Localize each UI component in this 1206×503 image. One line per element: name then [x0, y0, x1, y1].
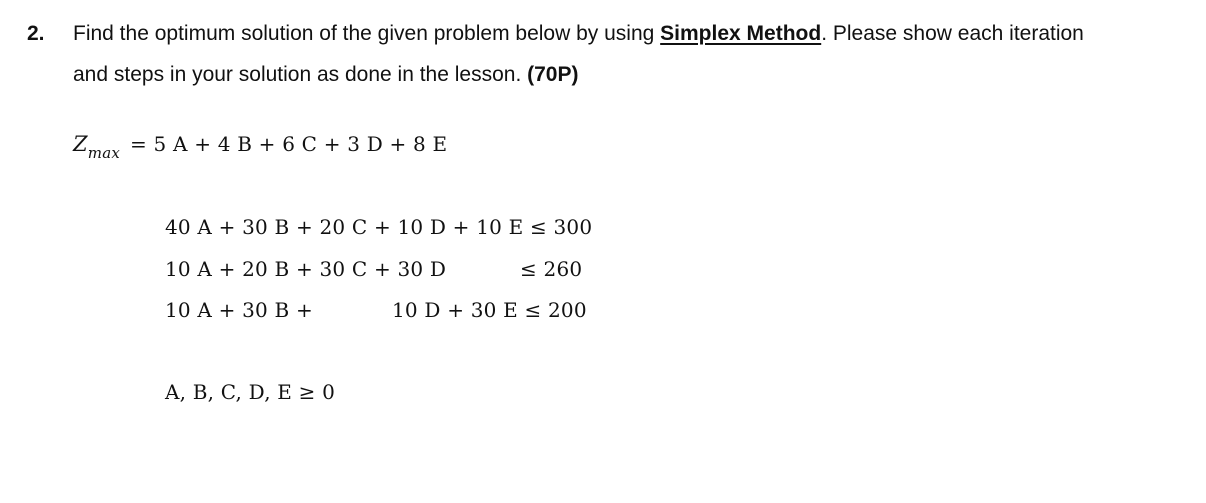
question-line-2 [73, 63, 578, 87]
objective-expression: = 5 A + 4 B + 6 C + 3 D + 8 E [130, 132, 448, 156]
question-intro-text: Find the optimum solution of the given problem below by using [73, 22, 661, 45]
constraint-3-lhs: 10 A + 30 B + [165, 298, 313, 322]
question-line-1 [73, 22, 1084, 46]
question-number: 2. [27, 22, 45, 45]
objective-z-symbol: Z [73, 132, 88, 156]
points-badge: (70P) [527, 63, 579, 86]
objective-function [73, 132, 448, 162]
constraint-2-lhs: 10 A + 20 B + 30 C + 30 D [165, 257, 447, 281]
constraint-3-rhs: 10 D + 30 E ≤ 200 [392, 298, 587, 322]
question-intro-continuation: . Please show each iteration [821, 22, 1084, 45]
objective-z-subscript: max [87, 144, 121, 162]
question-line-2-text: and steps in your solution as done in the lesson. [73, 63, 528, 86]
constraint-1: 40 A + 30 B + 20 C + 10 D + 10 E ≤ 300 [165, 215, 593, 239]
nonnegativity-constraint: A, B, C, D, E ≥ 0 [165, 380, 336, 404]
method-name: Simplex Method [660, 22, 822, 45]
constraint-2-rhs: ≤ 260 [520, 257, 583, 281]
